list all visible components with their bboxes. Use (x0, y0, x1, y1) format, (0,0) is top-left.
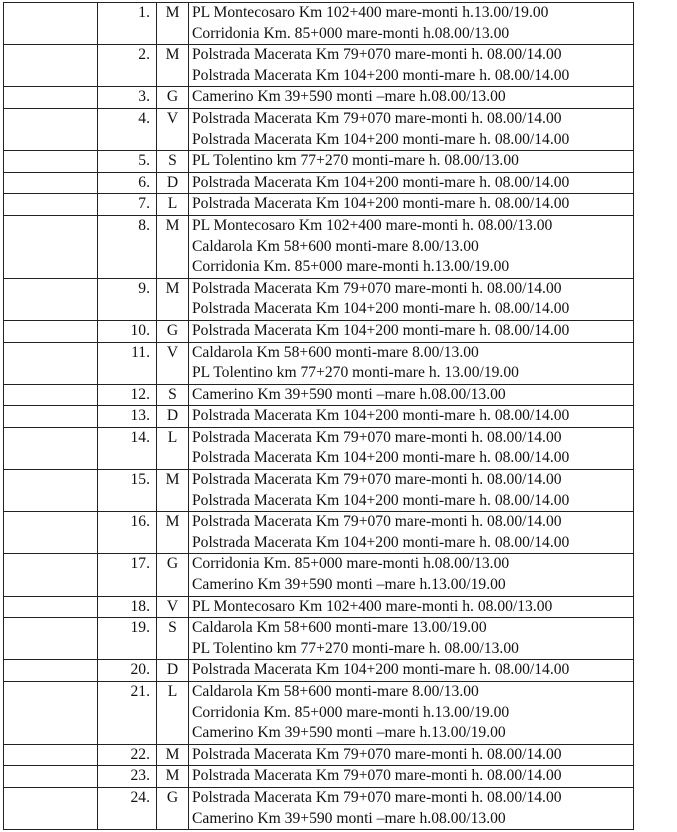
table-row (4, 45, 634, 87)
table-row (4, 151, 634, 173)
checkpoint-cell (189, 618, 634, 660)
table-row (4, 215, 634, 278)
checkpoint-line: Caldarola Km 58+600 monti-mare 8.00/13.00 (192, 237, 479, 255)
blank-cell (4, 744, 98, 766)
checkpoint-line: Corridonia Km. 85+000 mare-monti h.13.00/19.00 (192, 703, 510, 721)
blank-cell (4, 766, 98, 788)
checkpoint-line: PL Tolentino km 77+270 monti-mare h. 08.00/13.00 (192, 639, 519, 657)
weekday-letter: M (157, 45, 189, 87)
weekday-letter: M (157, 278, 189, 320)
checkpoint-line: Camerino Km 39+590 monti –mare h.08.00/13.00 (192, 88, 506, 106)
table-row (4, 108, 634, 150)
table-row (4, 596, 634, 618)
checkpoint-line: Camerino Km 39+590 monti –mare h.13.00/19.00 (192, 576, 506, 594)
checkpoint-cell (189, 45, 634, 87)
row-number: 2. (98, 45, 157, 87)
row-number: 13. (98, 406, 157, 428)
checkpoint-line: Polstrada Macerata Km 104+200 monti-mare h. 08.00/14.00 (192, 533, 570, 551)
blank-cell (4, 215, 98, 278)
row-number: 6. (98, 172, 157, 194)
checkpoint-line: Polstrada Macerata Km 79+070 mare-monti h. 08.00/14.00 (192, 745, 562, 763)
weekday-letter: L (157, 682, 189, 745)
blank-cell (4, 194, 98, 216)
blank-cell (4, 342, 98, 384)
checkpoint-line: Polstrada Macerata Km 79+070 mare-monti h. 08.00/14.00 (192, 46, 562, 64)
checkpoint-line: PL Tolentino km 77+270 monti-mare h. 13.00/19.00 (192, 364, 519, 382)
checkpoint-cell (189, 3, 634, 45)
weekday-letter: D (157, 660, 189, 682)
row-number: 8. (98, 215, 157, 278)
checkpoint-line: Polstrada Macerata Km 104+200 monti-mare h. 08.00/14.00 (192, 173, 570, 191)
checkpoint-cell (189, 766, 634, 788)
weekday-letter: G (157, 787, 189, 829)
blank-cell (4, 3, 98, 45)
checkpoint-line: Corridonia Km. 85+000 mare-monti h.13.00/19.00 (192, 258, 510, 276)
row-number: 10. (98, 320, 157, 342)
weekday-letter: M (157, 3, 189, 45)
row-number: 12. (98, 384, 157, 406)
checkpoint-cell (189, 427, 634, 469)
checkpoint-line: PL Montecosaro Km 102+400 mare-monti h.13.00/19.00 (192, 4, 549, 21)
table-row (4, 470, 634, 512)
checkpoint-cell (189, 151, 634, 173)
table-row (4, 278, 634, 320)
row-number: 24. (98, 787, 157, 829)
checkpoint-line: PL Montecosaro Km 102+400 mare-monti h. 08.00/13.00 (192, 216, 553, 234)
checkpoint-line: Camerino Km 39+590 monti –mare h.13.00/19.00 (192, 724, 506, 742)
table-row (4, 427, 634, 469)
table-row (4, 554, 634, 596)
blank-cell (4, 108, 98, 150)
row-number: 15. (98, 470, 157, 512)
weekday-letter: L (157, 194, 189, 216)
checkpoint-line: PL Tolentino km 77+270 monti-mare h. 08.00/13.00 (192, 152, 519, 170)
checkpoint-line: Polstrada Macerata Km 79+070 mare-monti h. 08.00/14.00 (192, 767, 562, 785)
blank-cell (4, 554, 98, 596)
row-number: 17. (98, 554, 157, 596)
blank-cell (4, 618, 98, 660)
weekday-letter: D (157, 406, 189, 428)
blank-cell (4, 512, 98, 554)
checkpoint-cell (189, 554, 634, 596)
weekday-letter: G (157, 87, 189, 109)
weekday-letter: G (157, 554, 189, 596)
table-row (4, 384, 634, 406)
checkpoint-line: Polstrada Macerata Km 79+070 mare-monti h. 08.00/14.00 (192, 513, 562, 531)
checkpoint-line: Polstrada Macerata Km 104+200 monti-mare h. 08.00/14.00 (192, 491, 570, 509)
row-number: 22. (98, 744, 157, 766)
checkpoint-line: Polstrada Macerata Km 104+200 monti-mare h. 08.00/14.00 (192, 449, 570, 467)
row-number: 21. (98, 682, 157, 745)
weekday-letter: S (157, 151, 189, 173)
weekday-letter: V (157, 342, 189, 384)
blank-cell (4, 151, 98, 173)
weekday-letter: L (157, 427, 189, 469)
weekday-letter: G (157, 320, 189, 342)
blank-cell (4, 45, 98, 87)
blank-cell (4, 787, 98, 829)
table-row (4, 172, 634, 194)
table-row (4, 744, 634, 766)
blank-cell (4, 384, 98, 406)
blank-cell (4, 172, 98, 194)
checkpoint-cell (189, 470, 634, 512)
blank-cell (4, 596, 98, 618)
checkpoint-line: Polstrada Macerata Km 104+200 monti-mare h. 08.00/14.00 (192, 130, 570, 148)
blank-cell (4, 278, 98, 320)
table-row (4, 406, 634, 428)
checkpoint-line: Corridonia Km. 85+000 mare-monti h.08.00/13.00 (192, 24, 510, 42)
checkpoint-cell (189, 682, 634, 745)
table-row (4, 512, 634, 554)
checkpoint-line: Polstrada Macerata Km 79+070 mare-monti h. 08.00/14.00 (192, 279, 562, 297)
blank-cell (4, 660, 98, 682)
table-row (4, 342, 634, 384)
checkpoint-line: Polstrada Macerata Km 79+070 mare-monti h. 08.00/14.00 (192, 471, 562, 489)
table-row (4, 87, 634, 109)
table-row (4, 320, 634, 342)
table-row (4, 618, 634, 660)
weekday-letter: M (157, 215, 189, 278)
checkpoint-cell (189, 660, 634, 682)
weekday-letter: V (157, 596, 189, 618)
blank-cell (4, 470, 98, 512)
row-number: 1. (98, 3, 157, 45)
weekday-letter: M (157, 470, 189, 512)
checkpoint-line: Caldarola Km 58+600 monti-mare 8.00/13.00 (192, 683, 479, 700)
table-row (4, 3, 634, 45)
row-number: 3. (98, 87, 157, 109)
weekday-letter: V (157, 108, 189, 150)
row-number: 18. (98, 596, 157, 618)
checkpoint-line: Polstrada Macerata Km 104+200 monti-mare h. 08.00/14.00 (192, 66, 570, 84)
weekday-letter: S (157, 618, 189, 660)
checkpoint-cell (189, 342, 634, 384)
checkpoint-cell (189, 596, 634, 618)
checkpoint-cell (189, 744, 634, 766)
weekday-letter: M (157, 766, 189, 788)
row-number: 7. (98, 194, 157, 216)
checkpoint-line: Caldarola Km 58+600 monti-mare 8.00/13.00 (192, 343, 479, 361)
checkpoint-cell (189, 278, 634, 320)
checkpoint-line: Polstrada Macerata Km 79+070 mare-monti h. 08.00/14.00 (192, 788, 562, 806)
schedule-table (3, 2, 634, 830)
checkpoint-line: Caldarola Km 58+600 monti-mare 13.00/19.00 (192, 619, 487, 637)
checkpoint-line: Polstrada Macerata Km 104+200 monti-mare h. 08.00/14.00 (192, 300, 570, 318)
checkpoint-cell (189, 108, 634, 150)
blank-cell (4, 427, 98, 469)
checkpoint-line: Polstrada Macerata Km 79+070 mare-monti h. 08.00/14.00 (192, 428, 562, 446)
blank-cell (4, 87, 98, 109)
table-row (4, 682, 634, 745)
row-number: 16. (98, 512, 157, 554)
row-number: 14. (98, 427, 157, 469)
checkpoint-cell (189, 384, 634, 406)
checkpoint-cell (189, 87, 634, 109)
checkpoint-line: Polstrada Macerata Km 104+200 monti-mare h. 08.00/14.00 (192, 661, 570, 679)
checkpoint-line: PL Montecosaro Km 102+400 mare-monti h. 08.00/13.00 (192, 597, 553, 615)
checkpoint-cell (189, 194, 634, 216)
table-row (4, 787, 634, 829)
row-number: 19. (98, 618, 157, 660)
checkpoint-cell (189, 787, 634, 829)
table-row (4, 766, 634, 788)
blank-cell (4, 320, 98, 342)
checkpoint-cell (189, 215, 634, 278)
row-number: 11. (98, 342, 157, 384)
checkpoint-line: Polstrada Macerata Km 79+070 mare-monti h. 08.00/14.00 (192, 109, 562, 127)
weekday-letter: D (157, 172, 189, 194)
weekday-letter: S (157, 384, 189, 406)
blank-cell (4, 406, 98, 428)
blank-cell (4, 682, 98, 745)
row-number: 23. (98, 766, 157, 788)
row-number: 9. (98, 278, 157, 320)
row-number: 5. (98, 151, 157, 173)
checkpoint-cell (189, 406, 634, 428)
checkpoint-cell (189, 512, 634, 554)
table-row (4, 660, 634, 682)
checkpoint-cell (189, 172, 634, 194)
checkpoint-line: Camerino Km 39+590 monti –mare h.08.00/13.00 (192, 385, 506, 403)
checkpoint-line: Polstrada Macerata Km 104+200 monti-mare h. 08.00/14.00 (192, 321, 570, 339)
row-number: 4. (98, 108, 157, 150)
table-row (4, 194, 634, 216)
checkpoint-line: Polstrada Macerata Km 104+200 monti-mare h. 08.00/14.00 (192, 195, 570, 213)
checkpoint-line: Corridonia Km. 85+000 mare-monti h.08.00/13.00 (192, 555, 510, 573)
weekday-letter: M (157, 512, 189, 554)
weekday-letter: M (157, 744, 189, 766)
row-number: 20. (98, 660, 157, 682)
schedule-table-body (4, 3, 634, 830)
checkpoint-line: Camerino Km 39+590 monti –mare h.08.00/13.00 (192, 809, 506, 827)
checkpoint-cell (189, 320, 634, 342)
checkpoint-line: Polstrada Macerata Km 104+200 monti-mare h. 08.00/14.00 (192, 407, 570, 425)
